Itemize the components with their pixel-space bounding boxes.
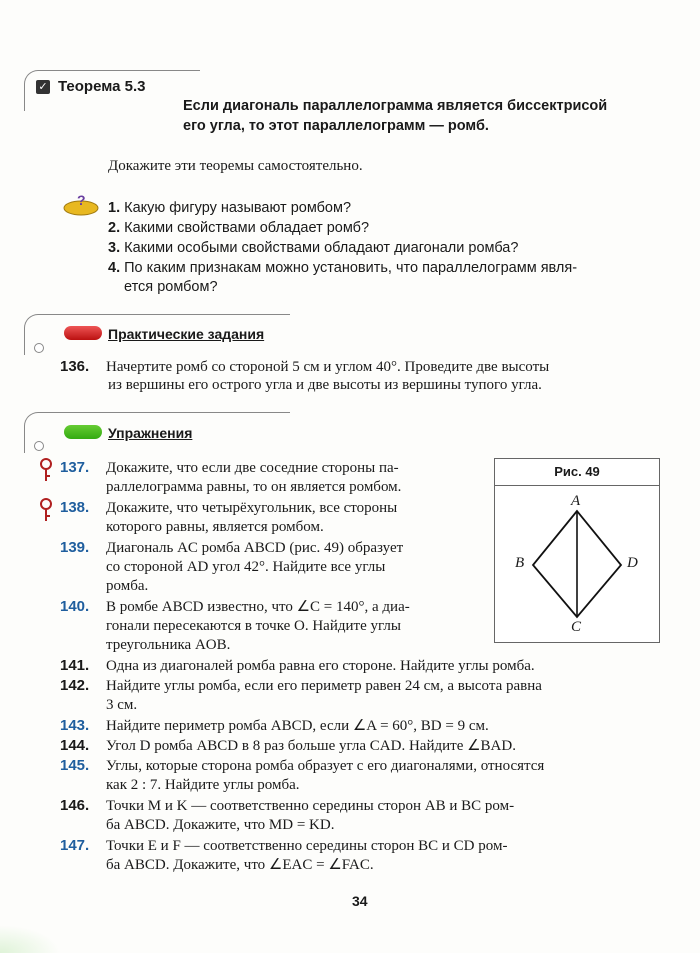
question-2: 2. Какими свойствами обладает ромб?	[108, 220, 370, 236]
exercise-136-line2: из вершины его острого угла и две высоты из вершины тупого угла.	[108, 377, 542, 393]
exercise-137: 137. Докажите, что если две соседние стороны па- раллелограмма равны, то он является ромбом.	[60, 459, 402, 495]
exercise-136: 136. Начертите ромб со стороной 5 см и углом 40°. Проведите две высоты	[60, 358, 550, 375]
corner-decoration	[0, 925, 60, 953]
key-icon	[38, 498, 54, 527]
question-4: 4. По каким признакам можно установить, что параллелограмм явля-	[108, 260, 578, 276]
exercises-heading: Упражнения	[108, 425, 193, 441]
question-icon	[62, 194, 100, 214]
red-pill-icon	[64, 326, 102, 340]
practical-corner	[24, 314, 65, 355]
practical-ring	[34, 343, 44, 353]
page-number: 34	[352, 893, 368, 909]
question-1: 1. Какую фигуру называют ромбом?	[108, 200, 352, 216]
exercise-143: 143. Найдите периметр ромба ABCD, если ∠A = 60°, BD = 9 см.	[60, 717, 489, 734]
checkbox-icon: ✓	[36, 80, 50, 94]
figure-caption: Рис. 49	[554, 464, 600, 479]
exercise-141: 141. Одна из диагоналей ромба равна его стороне. Найдите углы ромба.	[60, 657, 535, 674]
exercise-138: 138. Докажите, что четырёхугольник, все стороны которого равны, является ромбом.	[60, 499, 398, 535]
question-3: 3. Какими особыми свойствами обладают диагонали ромба?	[108, 240, 519, 256]
exercise-145: 145. Углы, которые сторона ромба образует с его диагоналями, относятся как 2 : 7. Найдите углы ромба.	[60, 757, 545, 793]
exercises-ring	[34, 441, 44, 451]
vertex-label-a: A	[571, 493, 581, 509]
figure-49	[494, 458, 660, 643]
exercise-144: 144. Угол D ромба ABCD в 8 раз больше угла CAD. Найдите ∠BAD.	[60, 737, 516, 754]
exercise-142: 142. Найдите углы ромба, если его периметр равен 24 см, а высота равна 3 см.	[60, 677, 542, 713]
practical-top-line	[60, 314, 290, 315]
practical-heading: Практические задания	[108, 326, 265, 342]
key-icon	[38, 458, 54, 487]
exercises-corner	[24, 412, 65, 453]
exercise-140: 140. В ромбе ABCD известно, что ∠C = 140°, а диа- гонали пересекаются в точке O. Найдите углы треугольника AOB.	[60, 598, 410, 653]
theorem-line-2: его угла, то этот параллелограмм — ромб.	[183, 118, 489, 134]
exercises-top-line	[60, 412, 290, 413]
green-pill-icon	[64, 425, 102, 439]
exercise-139: 139. Диагональ AC ромба ABCD (рис. 49) образует со стороной AD угол 42°. Найдите все углы ромба.	[60, 539, 404, 594]
vertex-label-b: B	[515, 555, 525, 571]
theorem-top-line	[60, 70, 200, 71]
intro-text: Докажите эти теоремы самостоятельно.	[108, 158, 363, 174]
vertex-label-d: D	[627, 555, 638, 571]
theorem-line-1: Если диагональ параллелограмма является биссектрисой	[183, 98, 608, 114]
vertex-label-c: C	[571, 619, 582, 635]
svg-text:?: ?	[77, 194, 86, 208]
theorem-label: Теорема 5.3	[58, 78, 146, 95]
exercise-146: 146. Точки M и K — соответственно середины сторон AB и BC ром- ба ABCD. Докажите, что MD = KD.	[60, 797, 515, 833]
rhombus-diagram	[495, 459, 659, 642]
exercise-147: 147. Точки E и F — соответственно середины сторон BC и CD ром- ба ABCD. Докажите, что ∠EAC = ∠FAC.	[60, 837, 508, 873]
question-4-cont: ется ромбом?	[124, 279, 218, 295]
